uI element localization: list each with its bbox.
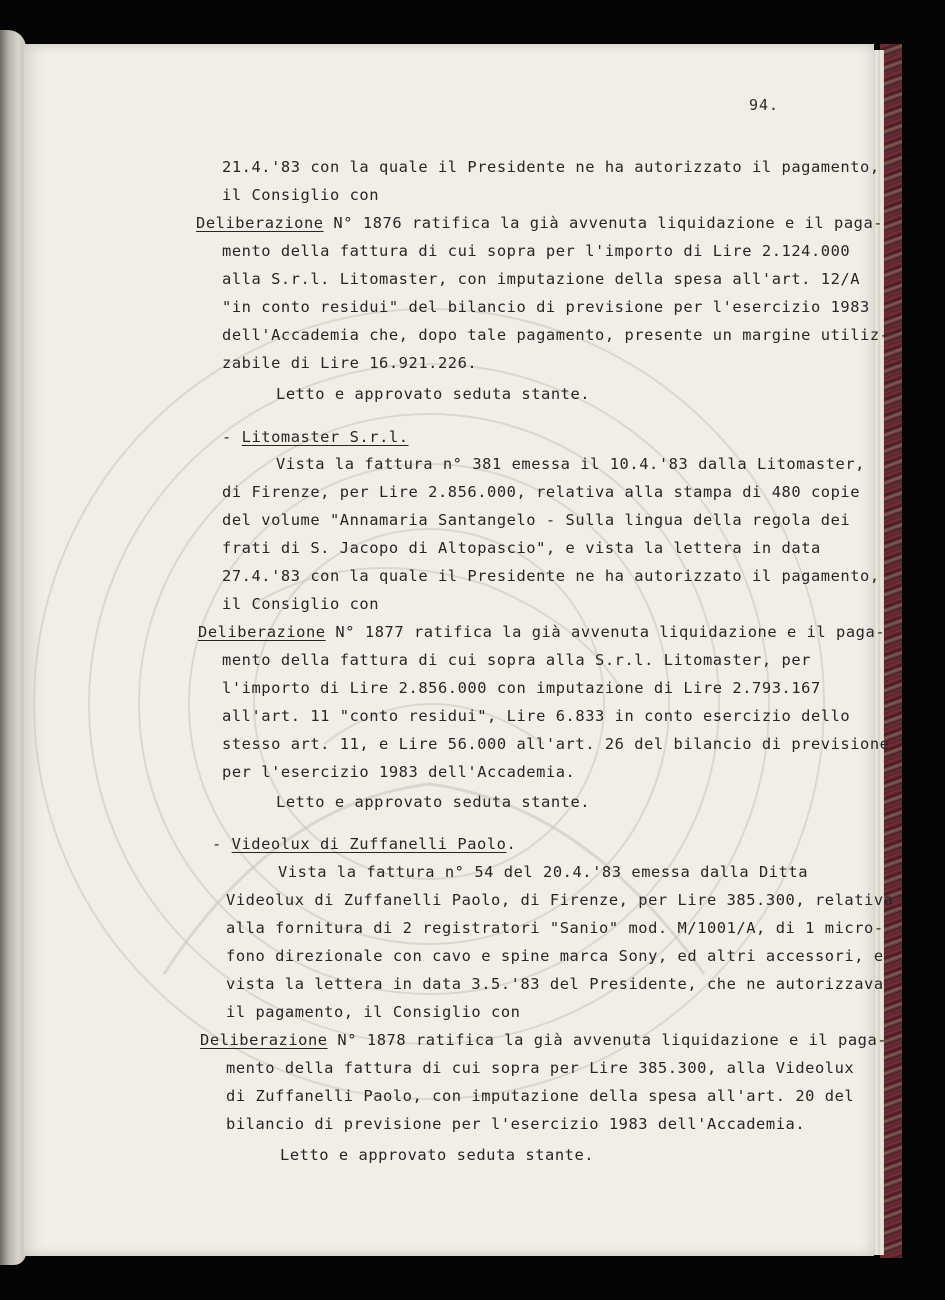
heading-title: Litomaster S.r.l. xyxy=(241,428,409,446)
text-line: il pagamento, il Consiglio con xyxy=(226,1003,521,1021)
text-line: bilancio di previsione per l'esercizio 1983 dell'Accademia. xyxy=(226,1115,806,1133)
deliberation-label: Deliberazione xyxy=(198,623,326,641)
text-line: alla S.r.l. Litomaster, con imputazione della spesa all'art. 12/A xyxy=(222,270,861,288)
text-line: Videolux di Zuffanelli Paolo, di Firenze, per Lire 385.300, relativa xyxy=(226,891,894,909)
text-line: di Zuffanelli Paolo, con imputazione della spesa all'art. 20 del xyxy=(226,1087,855,1105)
text-line: stesso art. 11, e Lire 56.000 all'art. 26 del bilancio di previsione xyxy=(222,735,890,753)
text-line: "in conto residui" del bilancio di previsione per l'esercizio 1983 xyxy=(222,298,870,316)
text-line: frati di S. Jacopo di Altopascio", e vista la lettera in data xyxy=(222,539,821,557)
approval-line: Letto e approvato seduta stante. xyxy=(276,385,591,403)
text-line: per l'esercizio 1983 dell'Accademia. xyxy=(222,763,576,781)
text-line: il Consiglio con xyxy=(222,595,380,613)
text-line: l'importo di Lire 2.856.000 con imputazione di Lire 2.793.167 xyxy=(222,679,821,697)
text-line: mento della fattura di cui sopra per l'importo di Lire 2.124.000 xyxy=(222,242,851,260)
text-line: all'art. 11 "conto residui", Lire 6.833 in conto esercizio dello xyxy=(222,707,851,725)
document-page xyxy=(24,44,894,1256)
text-line: 27.4.'83 con la quale il Presidente ne ha autorizzato il pagamento, xyxy=(222,567,880,585)
text-line: fono direzionale con cavo e spine marca Sony, ed altri accessori, e xyxy=(226,947,884,965)
deliberation-line xyxy=(196,213,883,233)
deliberation-text: N° 1876 ratifica la già avvenuta liquidazione e il paga- xyxy=(323,214,884,232)
deliberation-line xyxy=(200,1030,887,1050)
text-line: mento della fattura di cui sopra per Lire 385.300, alla Videolux xyxy=(226,1059,855,1077)
deliberation-text: N° 1878 ratifica la già avvenuta liquidazione e il paga- xyxy=(327,1031,888,1049)
deliberation-line xyxy=(198,622,885,642)
heading-dash: - xyxy=(222,428,242,446)
text-line: il Consiglio con xyxy=(222,186,380,204)
text-line: dell'Accademia che, dopo tale pagamento, presente un margine utiliz- xyxy=(222,326,890,344)
heading-period: . xyxy=(506,835,517,853)
heading-title: Videolux di Zuffanelli Paolo xyxy=(231,835,507,853)
text-line: Vista la fattura n° 54 del 20.4.'83 emessa dalla Ditta xyxy=(278,863,809,881)
text-line: mento della fattura di cui sopra alla S.r.l. Litomaster, per xyxy=(222,651,811,669)
heading-dash: - xyxy=(212,835,232,853)
deliberation-label: Deliberazione xyxy=(200,1031,328,1049)
approval-line: Letto e approvato seduta stante. xyxy=(280,1146,595,1164)
section-heading xyxy=(212,834,516,854)
text-line: del volume "Annamaria Santangelo - Sulla lingua della regola dei xyxy=(222,511,851,529)
deliberation-text: N° 1877 ratifica la già avvenuta liquidazione e il paga- xyxy=(325,623,886,641)
text-line: Vista la fattura n° 381 emessa il 10.4.'83 dalla Litomaster, xyxy=(276,455,865,473)
text-line: 21.4.'83 con la quale il Presidente ne ha autorizzato il pagamento, xyxy=(222,158,880,176)
approval-line: Letto e approvato seduta stante. xyxy=(276,793,591,811)
text-line: alla fornitura di 2 registratori "Sanio" mod. M/1001/A, di 1 micro- xyxy=(226,919,884,937)
page-number: 94. xyxy=(749,96,780,114)
facing-page-edge xyxy=(0,30,26,1265)
section-heading xyxy=(222,427,409,447)
text-line: vista la lettera in data 3.5.'83 del Presidente, che ne autorizzava xyxy=(226,975,884,993)
text-line: di Firenze, per Lire 2.856.000, relativa alla stampa di 480 copie xyxy=(222,483,861,501)
text-line: zabile di Lire 16.921.226. xyxy=(222,354,478,372)
deliberation-label: Deliberazione xyxy=(196,214,324,232)
